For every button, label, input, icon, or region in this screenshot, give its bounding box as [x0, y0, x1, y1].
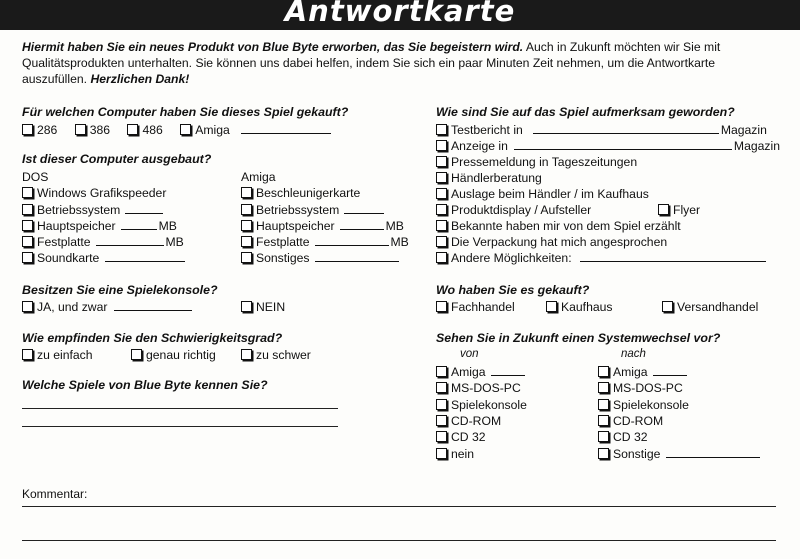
checkbox-nach-sonstige[interactable] — [598, 448, 609, 459]
label-genau-richtig: genau richtig — [146, 348, 216, 362]
label-nach-msdos: MS-DOS-PC — [613, 381, 683, 395]
checkbox-zu-schwer[interactable] — [241, 349, 252, 360]
aufmerksam-produktdisplay — [436, 202, 591, 218]
checkbox-von-amiga[interactable] — [436, 366, 447, 377]
amiga-sonstiges-field[interactable] — [315, 250, 399, 262]
von-item — [436, 397, 527, 413]
label-dos-festplatte: Festplatte — [37, 235, 91, 249]
amiga-item-sonstiges — [241, 250, 401, 266]
unit-mb: MB — [165, 235, 184, 249]
checkbox-versandhandel[interactable] — [662, 301, 673, 312]
checkbox-nach-cdrom[interactable] — [598, 415, 609, 426]
konsole-field[interactable] — [114, 299, 192, 311]
kommentar-line-1[interactable] — [22, 506, 776, 507]
checkbox-pressemeldung[interactable] — [436, 156, 447, 167]
option-386-label: 386 — [89, 123, 111, 137]
checkbox-amiga-festplatte[interactable] — [241, 236, 252, 247]
label-dos-betriebssystem: Betriebssystem — [37, 203, 121, 217]
von-label: von — [460, 348, 479, 360]
ausgebaut-question: Ist dieser Computer ausgebaut? — [22, 152, 212, 166]
dos-hauptspeicher-field[interactable] — [121, 218, 157, 230]
computer-other-field[interactable] — [241, 122, 331, 134]
aufmerksam-item — [436, 234, 667, 250]
label-haendlerberatung: Händlerberatung — [451, 171, 542, 185]
checkbox-nach-cd32[interactable] — [598, 431, 609, 442]
amiga-item-betriebssystem — [241, 202, 386, 218]
checkbox-haendlerberatung[interactable] — [436, 172, 447, 183]
checkbox-genau-richtig[interactable] — [131, 349, 142, 360]
checkbox-beschleunigerkarte[interactable] — [241, 187, 252, 198]
checkbox-verpackung[interactable] — [436, 236, 447, 247]
gekauft-question: Wo haben Sie es gekauft? — [436, 283, 590, 297]
option-486-label: 486 — [142, 123, 163, 137]
label-nach-cd32: CD 32 — [613, 430, 648, 444]
anzeige-field[interactable] — [514, 138, 732, 150]
checkbox-produktdisplay[interactable] — [436, 204, 447, 215]
computer-options-row — [22, 122, 333, 138]
option-286-label: 286 — [37, 123, 58, 137]
intro-bold-1: Hiermit haben Sie ein neues Produkt von Blue Byte erworben, das Sie begeistern wird. — [22, 40, 524, 54]
kommentar-line-2[interactable] — [22, 540, 776, 541]
label-amiga-festplatte: Festplatte — [256, 235, 310, 249]
label-dos-soundkarte: Soundkarte — [37, 251, 100, 265]
nach-item — [598, 364, 689, 380]
nach-item — [598, 413, 663, 429]
konsole-yes-row — [22, 299, 194, 315]
amiga-item-festplatte — [241, 234, 409, 250]
dos-label: DOS — [22, 170, 49, 184]
checkbox-amiga[interactable] — [180, 124, 191, 135]
amiga-betriebssystem-field[interactable] — [344, 202, 384, 214]
spiele-answer-line-2[interactable] — [22, 426, 338, 427]
label-von-msdos: MS-DOS-PC — [451, 381, 521, 395]
von-item — [436, 446, 474, 462]
kommentar-label: Kommentar: — [22, 487, 88, 501]
checkbox-auslage[interactable] — [436, 188, 447, 199]
checkbox-anzeige[interactable] — [436, 140, 447, 151]
von-amiga-field[interactable] — [491, 364, 525, 376]
checkbox-andere[interactable] — [436, 252, 447, 263]
label-produktdisplay: Produktdisplay / Aufsteller — [451, 203, 592, 217]
systemwechsel-question: Sehen Sie in Zukunft einen Systemwechsel vor? — [436, 331, 721, 345]
aufmerksam-item — [436, 170, 542, 186]
nach-item — [598, 446, 762, 462]
label-andere: Andere Möglichkeiten: — [451, 251, 572, 265]
label-zu-schwer: zu schwer — [256, 348, 311, 362]
label-von-spielekonsole: Spielekonsole — [451, 398, 527, 412]
schwierigkeit-option-3 — [241, 347, 311, 363]
label-nach-amiga: Amiga — [613, 365, 648, 379]
nach-item — [598, 429, 648, 445]
label-magazin: Magazin — [720, 123, 767, 137]
checkbox-dos-festplatte[interactable] — [22, 236, 33, 247]
label-konsole-ja: JA, und zwar — [37, 300, 108, 314]
andere-field[interactable] — [580, 250, 766, 262]
dos-betriebssystem-field[interactable] — [125, 202, 163, 214]
gekauft-option-1 — [436, 299, 515, 315]
aufmerksam-testbericht — [436, 122, 767, 138]
aufmerksam-item — [436, 154, 637, 170]
checkbox-286[interactable] — [22, 124, 33, 135]
checkbox-dos-hauptspeicher[interactable] — [22, 220, 33, 231]
label-versandhandel: Versandhandel — [677, 300, 759, 314]
gekauft-option-2 — [546, 299, 613, 315]
dos-festplatte-field[interactable] — [96, 234, 164, 246]
checkbox-486[interactable] — [127, 124, 138, 135]
aufmerksam-flyer — [658, 202, 700, 218]
intro-bold-2: Herzlichen Dank! — [90, 72, 190, 86]
checkbox-bekannte[interactable] — [436, 220, 447, 231]
checkbox-386[interactable] — [75, 124, 86, 135]
label-bekannte: Bekannte haben mir von dem Spiel erzählt — [451, 219, 681, 233]
label-dos-hauptspeicher: Hauptspeicher — [37, 219, 116, 233]
label-von-cd32: CD 32 — [451, 430, 486, 444]
dos-item-festplatte — [22, 234, 184, 250]
computer-question: Für welchen Computer haben Sie dieses Spiel gekauft? — [22, 105, 349, 119]
page-title: Antwortkarte — [284, 0, 516, 28]
aufmerksam-question: Wie sind Sie auf das Spiel aufmerksam geworden? — [436, 105, 735, 119]
nach-label: nach — [621, 348, 646, 360]
label-zu-einfach: zu einfach — [37, 348, 93, 362]
checkbox-zu-einfach[interactable] — [22, 349, 33, 360]
von-item — [436, 429, 486, 445]
label-nach-cdrom: CD-ROM — [613, 414, 664, 428]
nach-sonstige-field[interactable] — [666, 446, 760, 458]
label-amiga-sonstiges: Sonstiges — [256, 251, 310, 265]
checkbox-nach-amiga[interactable] — [598, 366, 609, 377]
spiele-answer-line-1[interactable] — [22, 408, 338, 409]
konsole-question: Besitzen Sie eine Spielekonsole? — [22, 283, 218, 297]
aufmerksam-anzeige — [436, 138, 780, 154]
nach-item — [598, 397, 689, 413]
label-windows-grafikspeeder: Windows Grafikspeeder — [37, 186, 167, 200]
intro-text — [22, 39, 778, 87]
checkbox-konsole-nein[interactable] — [241, 301, 252, 312]
label-amiga-betriebssystem: Betriebssystem — [256, 203, 340, 217]
intro-body: Auch in Zukunft möchten wir Sie mit Qualitätsprodukten unterhalten. Sie können uns dabei helfen, indem Sie sich ein paar Minuten Zeit nehmen, um die Antwortkarte auszufüllen. — [22, 40, 721, 86]
dos-soundkarte-field[interactable] — [105, 250, 185, 262]
checkbox-dos-soundkarte[interactable] — [22, 252, 33, 263]
label-testbericht: Testbericht in — [451, 123, 523, 137]
dos-item-betriebssystem — [22, 202, 165, 218]
schwierigkeit-question: Wie empfinden Sie den Schwierigkeitsgrad? — [22, 331, 283, 345]
von-item — [436, 364, 527, 380]
schwierigkeit-option-1 — [22, 347, 93, 363]
checkbox-fachhandel[interactable] — [436, 301, 447, 312]
von-item — [436, 413, 501, 429]
label-amiga-hauptspeicher: Hauptspeicher — [256, 219, 335, 233]
spiele-question: Welche Spiele von Blue Byte kennen Sie? — [22, 378, 268, 392]
label-pressemeldung: Pressemeldung in Tageszeitungen — [451, 155, 638, 169]
label-nach-sonstige: Sonstige — [613, 447, 661, 461]
checkbox-von-msdos[interactable] — [436, 382, 447, 393]
dos-item-soundkarte — [22, 250, 187, 266]
label-anzeige: Anzeige in — [451, 139, 508, 153]
checkbox-amiga-hauptspeicher[interactable] — [241, 220, 252, 231]
checkbox-flyer[interactable] — [658, 204, 669, 215]
option-amiga-label: Amiga — [195, 123, 230, 137]
dos-item-grafik — [22, 185, 166, 201]
testbericht-field[interactable] — [533, 122, 719, 134]
label-von-cdrom: CD-ROM — [451, 414, 502, 428]
label-von-nein: nein — [451, 447, 475, 461]
label-auslage: Auslage beim Händler / im Kaufhaus — [451, 187, 649, 201]
dos-item-hauptspeicher — [22, 218, 177, 234]
aufmerksam-item — [436, 218, 681, 234]
label-verpackung: Die Verpackung hat mich angesprochen — [451, 235, 668, 249]
schwierigkeit-option-2 — [131, 347, 216, 363]
amiga-item-beschleuniger — [241, 185, 360, 201]
label-von-amiga: Amiga — [451, 365, 486, 379]
gekauft-option-3 — [662, 299, 758, 315]
checkbox-kaufhaus[interactable] — [546, 301, 557, 312]
unit-mb: MB — [385, 219, 404, 233]
checkbox-konsole-ja[interactable] — [22, 301, 33, 312]
label-konsole-nein: NEIN — [256, 300, 286, 314]
checkbox-von-nein[interactable] — [436, 448, 447, 459]
amiga-item-hauptspeicher — [241, 218, 404, 234]
checkbox-von-cd32[interactable] — [436, 431, 447, 442]
label-beschleunigerkarte: Beschleunigerkarte — [256, 186, 361, 200]
label-nach-spielekonsole: Spielekonsole — [613, 398, 689, 412]
label-kaufhaus: Kaufhaus — [561, 300, 613, 314]
unit-mb: MB — [390, 235, 409, 249]
aufmerksam-item — [436, 186, 649, 202]
checkbox-amiga-betriebssystem[interactable] — [241, 204, 252, 215]
checkbox-von-cdrom[interactable] — [436, 415, 447, 426]
amiga-festplatte-field[interactable] — [315, 234, 389, 246]
checkbox-windows-grafikspeeder[interactable] — [22, 187, 33, 198]
label-flyer: Flyer — [673, 203, 701, 217]
checkbox-dos-betriebssystem[interactable] — [22, 204, 33, 215]
amiga-label: Amiga — [241, 170, 276, 184]
checkbox-amiga-sonstiges[interactable] — [241, 252, 252, 263]
checkbox-nach-msdos[interactable] — [598, 382, 609, 393]
amiga-hauptspeicher-field[interactable] — [340, 218, 384, 230]
nach-amiga-field[interactable] — [653, 364, 687, 376]
label-fachhandel: Fachhandel — [451, 300, 515, 314]
konsole-no-row — [241, 299, 285, 315]
von-item — [436, 380, 521, 396]
aufmerksam-andere — [436, 250, 768, 266]
checkbox-von-spielekonsole[interactable] — [436, 399, 447, 410]
checkbox-nach-spielekonsole[interactable] — [598, 399, 609, 410]
label-magazin: Magazin — [733, 139, 780, 153]
checkbox-testbericht[interactable] — [436, 124, 447, 135]
nach-item — [598, 380, 683, 396]
unit-mb: MB — [158, 219, 177, 233]
